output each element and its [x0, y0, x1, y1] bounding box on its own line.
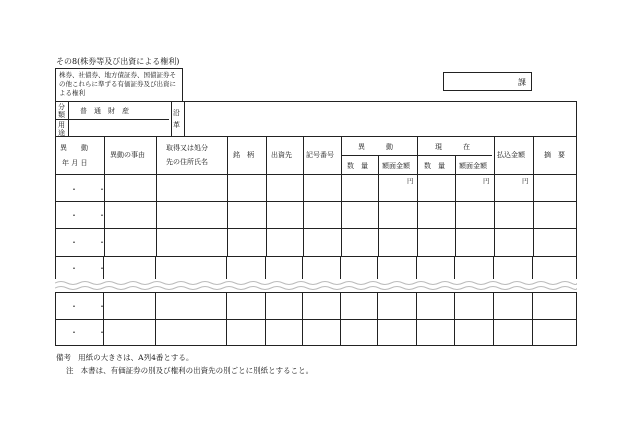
- category-box-text: 株券、社債券、地方債証券、国債証券その他これらに準ずる有価証券及び出資による権利: [59, 71, 176, 97]
- category-box: [55, 68, 183, 102]
- table-row-partial: [55, 257, 577, 279]
- header-acquirer-line2: 先の住所氏名: [166, 158, 208, 166]
- header-genzai-group: 現 在: [435, 143, 470, 151]
- youto-label: 用途: [58, 121, 65, 137]
- bunrui-value: 普 通 財 産: [80, 107, 129, 115]
- biko-label: 備考: [56, 353, 71, 362]
- chu-text: 本書は、有価証券の別及び権利の出資先の別ごとに別紙とすること。: [80, 366, 314, 375]
- header-genzai-suryo: 数 量: [424, 162, 445, 170]
- chu-label: 注: [66, 366, 74, 375]
- date-placeholder-row4[interactable]: ・ ・: [70, 264, 112, 273]
- biko-text: 用紙の大きさは、A列4番とする。: [78, 353, 194, 362]
- bunrui-label: 分類: [58, 103, 65, 119]
- form-notes: [56, 351, 313, 377]
- header-haraikomi: 払込金額: [497, 151, 525, 159]
- header-idou-group: 異 動: [358, 143, 393, 151]
- header-meigara: 銘 柄: [233, 151, 254, 159]
- yen-mark-haraikomi: 円: [522, 177, 529, 185]
- header-idou-gakumen: 額面金額: [382, 162, 410, 170]
- date-placeholder-row2[interactable]: ・ ・: [70, 211, 112, 220]
- header-tekiyo: 摘 要: [544, 151, 565, 159]
- date-placeholder-row6[interactable]: ・ ・: [70, 328, 112, 337]
- date-placeholder-row5[interactable]: ・ ・: [70, 302, 112, 311]
- date-placeholder-row1[interactable]: ・ ・: [70, 185, 112, 194]
- date-placeholder-row3[interactable]: ・ ・: [70, 238, 112, 247]
- enkaku-label: 沿革: [173, 109, 180, 129]
- table-break-wave: [55, 280, 577, 290]
- header-genzai-gakumen: 額面金額: [459, 162, 487, 170]
- department-box[interactable]: [443, 72, 532, 91]
- header-idou-suryo: 数 量: [347, 162, 368, 170]
- department-label: 課: [518, 78, 526, 87]
- classification-row: [55, 101, 577, 137]
- header-idou-jiyu: 異動の事由: [110, 151, 145, 159]
- property-table-lower: [55, 292, 577, 346]
- form-caption: その8(株券等及び出資による権利): [56, 57, 180, 66]
- header-kigo-bango: 記号番号: [306, 151, 334, 159]
- yen-mark-genzai: 円: [483, 177, 490, 185]
- yen-mark-idou: 円: [407, 177, 414, 185]
- header-idou: 異 動: [60, 144, 88, 152]
- header-date: 年 月 日: [62, 159, 88, 167]
- header-acquirer-line1: 取得又は処分: [166, 144, 208, 152]
- header-shusshisaki: 出資先: [271, 151, 292, 159]
- property-table: [55, 137, 577, 257]
